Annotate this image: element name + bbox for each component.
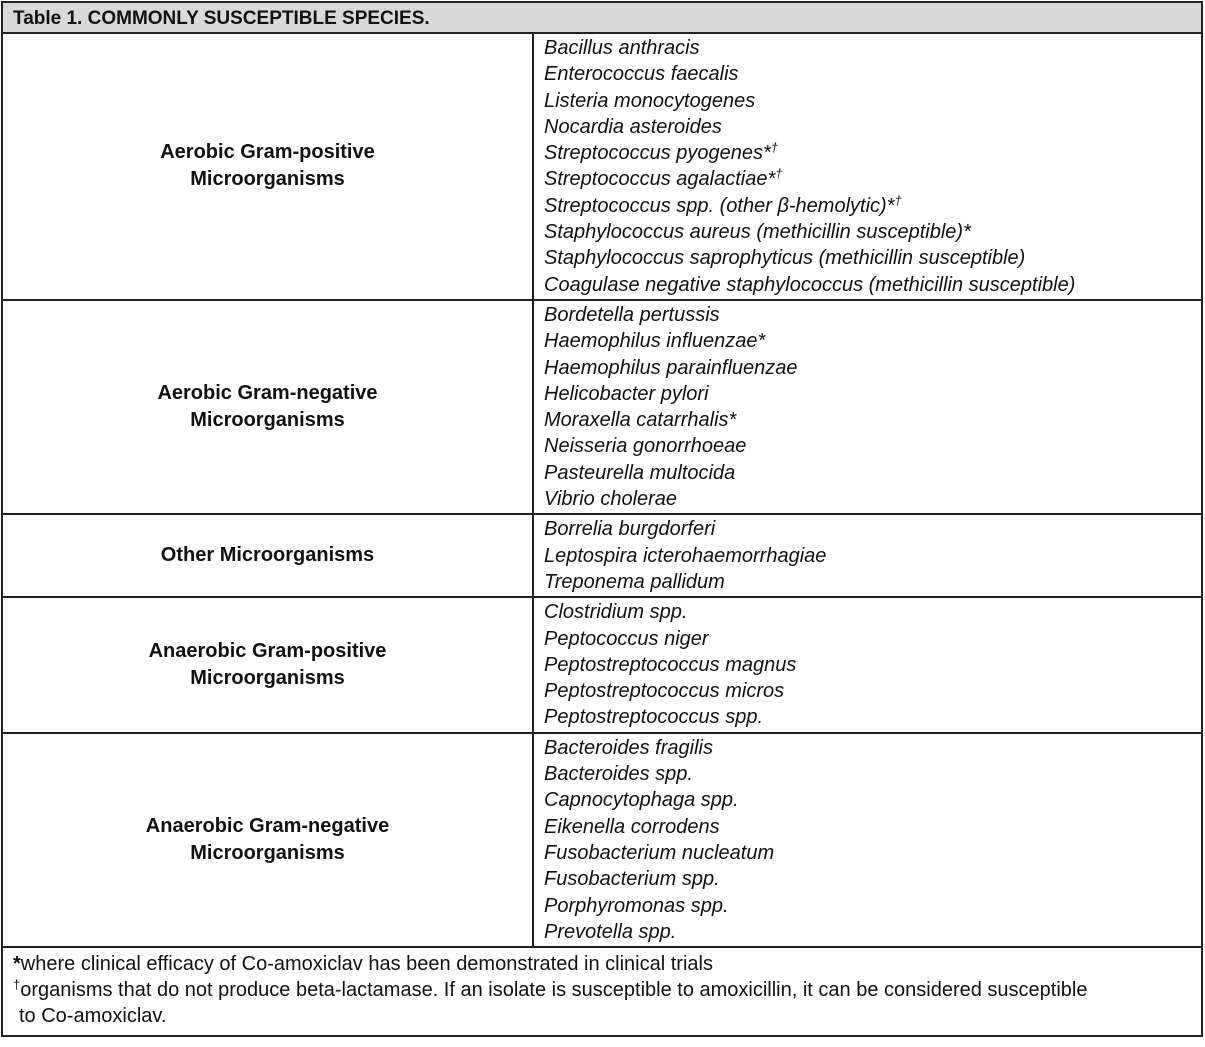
category-cell: [3, 734, 534, 946]
footnote-symbol: †: [13, 977, 21, 993]
species-name: Moraxella catarrhalis: [544, 409, 729, 432]
species-name: Treponema pallidum: [544, 570, 725, 593]
category-label: Aerobic Gram-positive: [160, 141, 375, 164]
table-footnotes: [3, 948, 1201, 1035]
category-label: Microorganisms: [190, 841, 345, 864]
species-name: Peptostreptococcus spp.: [544, 706, 764, 729]
species-name: Fusobacterium spp.: [544, 868, 720, 891]
species-name: Peptococcus niger: [544, 627, 709, 650]
category-label: Microorganisms: [190, 168, 345, 191]
species-name: Pasteurella multocida: [544, 461, 736, 484]
species-item: [544, 407, 1201, 433]
species-name: Helicobacter pylori: [544, 382, 709, 405]
species-name: Streptococcus spp. (other β-hemolytic): [544, 194, 887, 217]
table-row: [3, 301, 1201, 515]
category-cell: [3, 598, 534, 731]
species-item: [544, 486, 1201, 512]
footnote-text: where clinical efficacy of Co-amoxiclav has been demonstrated in clinical trials: [20, 953, 713, 976]
species-name: Enterococcus faecalis: [544, 63, 739, 86]
species-name: Capnocytophaga spp.: [544, 789, 739, 812]
category-cell: [3, 34, 534, 299]
species-name: Leptospira icterohaemorrhagiae: [544, 544, 827, 567]
footnote-symbol: *: [13, 953, 21, 976]
species-item: [544, 814, 1201, 840]
category-label: Anaerobic Gram-positive: [148, 639, 387, 662]
category-label: Microorganisms: [190, 409, 345, 432]
table-row: [3, 515, 1201, 598]
species-item: [544, 193, 1201, 219]
species-item: [544, 626, 1201, 652]
species-name: Nocardia asteroides: [544, 115, 722, 138]
table-body: [3, 34, 1201, 948]
species-name: Haemophilus influenzae: [544, 330, 758, 353]
species-item: [544, 302, 1201, 328]
species-item: [544, 460, 1201, 486]
species-item: [544, 355, 1201, 381]
species-name: Coagulase negative staphylococcus (methicillin susceptible): [544, 273, 1076, 296]
category-label: Other Microorganisms: [160, 544, 375, 567]
species-name: Staphylococcus saprophyticus (methicillin susceptible): [544, 247, 1026, 270]
footnote: [13, 977, 1191, 1003]
species-name: Bacteroides fragilis: [544, 736, 713, 759]
species-name: Streptococcus pyogenes: [544, 142, 764, 165]
species-item: [544, 88, 1201, 114]
species-cell: [534, 734, 1201, 946]
efficacy-marker: *: [757, 330, 766, 353]
species-item: [544, 761, 1201, 787]
species-item: [544, 166, 1201, 192]
species-item: [544, 114, 1201, 140]
table-title: Table 1. COMMONLY SUSCEPTIBLE SPECIES.: [3, 3, 1201, 34]
species-cell: [534, 598, 1201, 731]
species-name: Listeria monocytogenes: [544, 89, 756, 112]
species-name: Bacteroides spp.: [544, 763, 693, 786]
species-item: [544, 893, 1201, 919]
species-cell: [534, 515, 1201, 596]
species-item: [544, 543, 1201, 569]
species-item: [544, 704, 1201, 730]
dagger-marker: †: [894, 192, 902, 208]
species-name: Prevotella spp.: [544, 920, 677, 943]
species-item: [544, 219, 1201, 245]
species-name: Borrelia burgdorferi: [544, 518, 716, 541]
species-name: Peptostreptococcus magnus: [544, 653, 797, 676]
species-item: [544, 381, 1201, 407]
species-item: [544, 140, 1201, 166]
species-item: [544, 678, 1201, 704]
species-name: Clostridium spp.: [544, 601, 688, 624]
species-item: [544, 516, 1201, 542]
category-cell: [3, 515, 534, 596]
species-item: [544, 328, 1201, 354]
species-item: [544, 272, 1201, 298]
species-item: [544, 569, 1201, 595]
species-name: Streptococcus agalactiae: [544, 168, 768, 191]
species-item: [544, 35, 1201, 61]
species-name: Eikenella corrodens: [544, 815, 720, 838]
category-label: Anaerobic Gram-negative: [145, 814, 390, 837]
category-label: Microorganisms: [190, 666, 345, 689]
species-item: [544, 599, 1201, 625]
species-cell: [534, 34, 1201, 299]
footnote-text: organisms that do not produce beta-lactamase. If an isolate is susceptible to amoxicillin, it can be considered susceptible: [20, 979, 1088, 1002]
species-item: [544, 919, 1201, 945]
species-item: [544, 433, 1201, 459]
efficacy-marker: *: [963, 221, 971, 244]
species-name: Fusobacterium nucleatum: [544, 841, 775, 864]
species-item: [544, 61, 1201, 87]
species-name: Bacillus anthracis: [544, 37, 700, 59]
species-name: Vibrio cholerae: [544, 488, 678, 511]
species-name: Haemophilus parainfluenzae: [544, 356, 798, 379]
species-item: [544, 245, 1201, 271]
species-item: [544, 840, 1201, 866]
efficacy-marker: *: [728, 409, 737, 432]
species-item: [544, 787, 1201, 813]
species-item: [544, 866, 1201, 892]
efficacy-marker: *: [886, 194, 895, 217]
table-row: [3, 734, 1201, 948]
category-cell: [3, 301, 534, 513]
species-cell: [534, 301, 1201, 513]
species-item: [544, 652, 1201, 678]
footnote-continuation: to Co-amoxiclav.: [19, 1005, 167, 1028]
species-name: Porphyromonas spp.: [544, 894, 729, 917]
susceptible-species-table: [1, 1, 1203, 1037]
species-name: Neisseria gonorrhoeae: [544, 435, 747, 458]
dagger-marker: †: [770, 140, 779, 156]
table-row: [3, 34, 1201, 301]
footnote: [13, 951, 1191, 977]
efficacy-marker: *: [767, 168, 776, 191]
table-row: [3, 598, 1201, 733]
dagger-marker: †: [775, 166, 783, 182]
category-label: Aerobic Gram-negative: [157, 382, 378, 405]
species-name: Peptostreptococcus micros: [544, 680, 785, 703]
species-name: Staphylococcus aureus (methicillin susceptible): [544, 221, 964, 244]
species-name: Bordetella pertussis: [544, 303, 720, 326]
species-item: [544, 735, 1201, 761]
efficacy-marker: *: [763, 142, 771, 165]
